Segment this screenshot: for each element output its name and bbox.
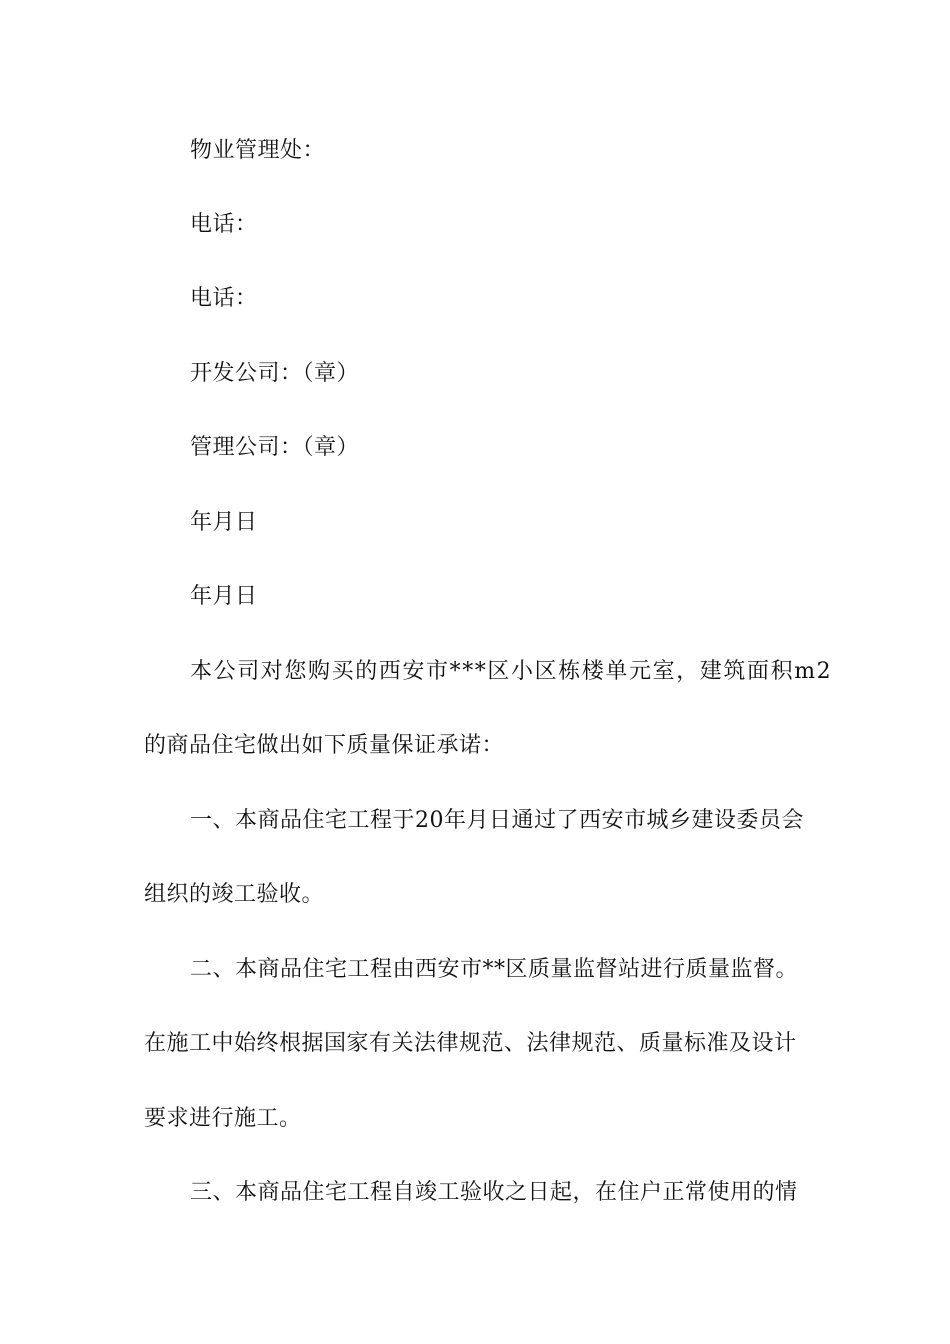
phone-label-1: 电话：: [190, 212, 258, 237]
clause-2-line-1: 二、本商品住宅工程由西安市**区质量监督站进行质量监督。: [190, 957, 799, 982]
date-line-1: 年月日: [190, 510, 258, 535]
date-line-2: 年月日: [190, 584, 258, 609]
clause-1-line-2: 组织的竣工验收。: [144, 882, 325, 907]
clause-2-line-3: 要求进行施工。: [144, 1106, 302, 1131]
developer-seal-label: 开发公司：（章）: [190, 361, 360, 386]
clause-3-line-1: 三、本商品住宅工程自竣工验收之日起，在住户正常使用的情: [190, 1180, 798, 1205]
paragraph-intro-line-2: 的商品住宅做出如下质量保证承诺：: [144, 733, 505, 758]
clause-2-line-2: 在施工中始终根据国家有关法律规范、法律规范、质量标准及设计: [144, 1031, 797, 1056]
phone-label-2: 电话：: [190, 286, 258, 311]
property-office-label: 物业管理处：: [190, 138, 326, 163]
paragraph-intro-line-1: 本公司对您购买的西安市***区小区栋楼单元室，建筑面积m2: [190, 659, 833, 684]
clause-1-line-1: 一、本商品住宅工程于20年月日通过了西安市城乡建设委员会: [190, 808, 804, 833]
management-seal-label: 管理公司：（章）: [190, 435, 360, 460]
